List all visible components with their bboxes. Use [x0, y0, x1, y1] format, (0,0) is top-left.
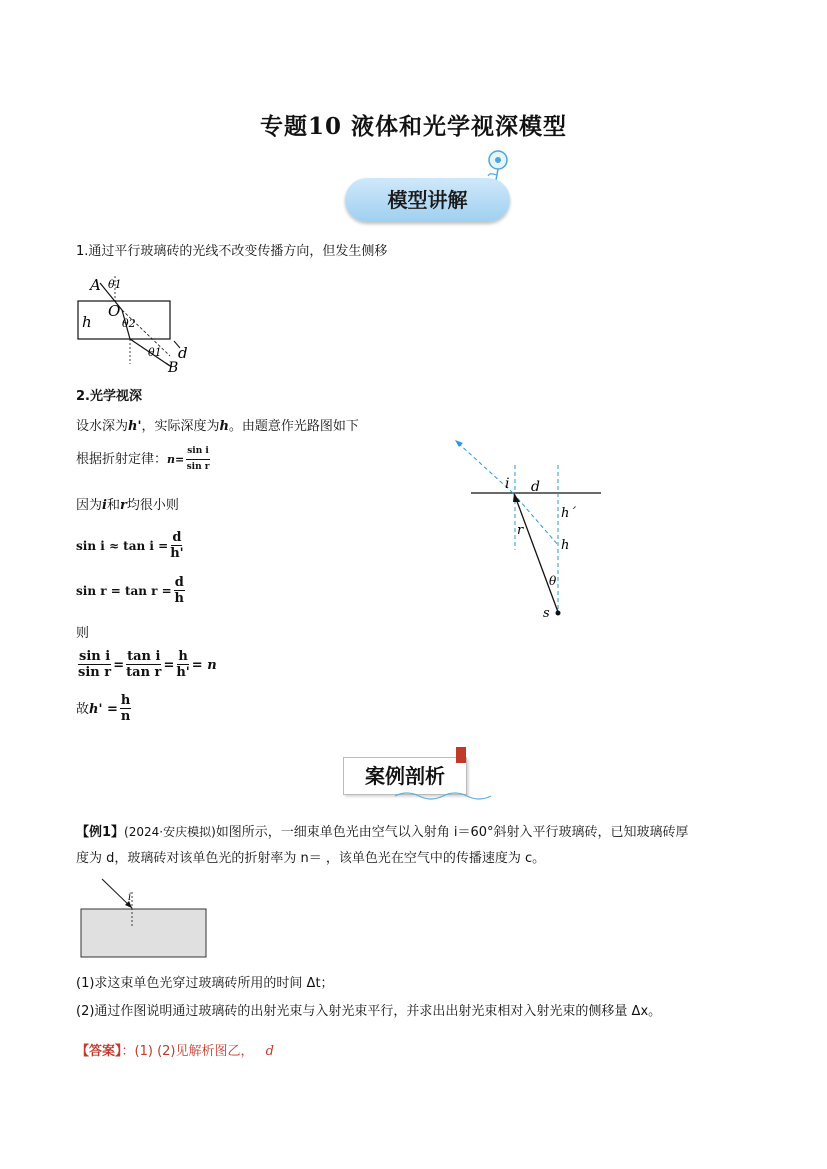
small-angle-statement: 因为i和r均很小则 — [76, 498, 179, 513]
diagram-label-r: r — [517, 523, 524, 538]
example-1-line2: 度为 d，玻璃砖对该单色光的折射率为 n＝ ，该单色光在空气中的传播速度为 c。 — [76, 851, 546, 866]
diagram-label-h: h — [561, 538, 570, 553]
flower-icon — [482, 148, 514, 182]
section2-heading: 2.光学视深 — [76, 389, 142, 404]
answer-line: 【答案】：(1) (2)见解析图乙， d — [76, 1044, 274, 1059]
label-h: h — [82, 313, 92, 331]
glass-slab-diagram — [70, 268, 200, 378]
diagram-label-s: s — [543, 606, 550, 620]
refraction-law: 根据折射定律：n= $\frac{\text{sin i}}{\text{sin r}}$ — [76, 446, 210, 472]
equation-sin-i: sin i ≈ tan i = $\frac{d}{h'}$ — [76, 530, 184, 561]
section-banner-model: 模型讲解 — [345, 178, 510, 222]
label-B: B — [168, 360, 179, 376]
banner-red-flag — [456, 747, 466, 763]
diagram-label-i: i — [505, 476, 510, 492]
diagram-label-d: d — [531, 479, 540, 495]
question-1: (1)求这束单色光穿过玻璃砖所用的时间 Δt； — [76, 976, 334, 991]
section2-intro: 设水深为h'，实际深度为h。由题意作光路图如下 — [76, 419, 359, 434]
example-label-i: i — [128, 892, 132, 903]
section-banner-case: 案例剖析 — [343, 757, 467, 795]
label-A: A — [90, 276, 101, 294]
apparent-depth-diagram — [445, 430, 615, 620]
example-slab-diagram — [78, 874, 213, 962]
label-theta1-top: θ1 — [108, 278, 122, 291]
label-theta1-bottom: θ1 — [148, 346, 162, 359]
diagram-label-h-prime: h´ — [561, 506, 576, 521]
equation-sin-r: sin r = tan r = $\frac{d}{h}$ — [76, 575, 184, 606]
label-d: d — [178, 344, 188, 362]
page-title: 专题10 液体和光学视深模型 — [259, 113, 567, 140]
equation-apparent-depth: 故h' = $\frac{h}{n}$ — [76, 693, 131, 724]
section1-heading: 1.通过平行玻璃砖的光线不改变传播方向，但发生侧移 — [76, 244, 388, 259]
example-1-line1: 【例1】(2024·安庆模拟)如图所示，一细束单色光由空气以入射角 i＝60°斜射入平行玻璃砖，已知玻璃砖厚 — [76, 825, 689, 840]
label-theta2: θ2 — [122, 317, 136, 330]
equation-ratio: $\frac{\text{sin i}}{\text{sin r}}$ = $\frac{\text{tan i}}{\text{tan r}}$ = $\frac{h}{h'}$ = n — [78, 649, 217, 680]
question-2: (2)通过作图说明通过玻璃砖的出射光束与入射光束平行，并求出出射光束相对入射光束的侧移量 Δx。 — [76, 1004, 662, 1019]
wave-icon — [395, 788, 495, 802]
diagram-label-theta: θ — [549, 574, 557, 588]
then-text: 则 — [76, 626, 90, 641]
label-O: O — [108, 302, 121, 320]
